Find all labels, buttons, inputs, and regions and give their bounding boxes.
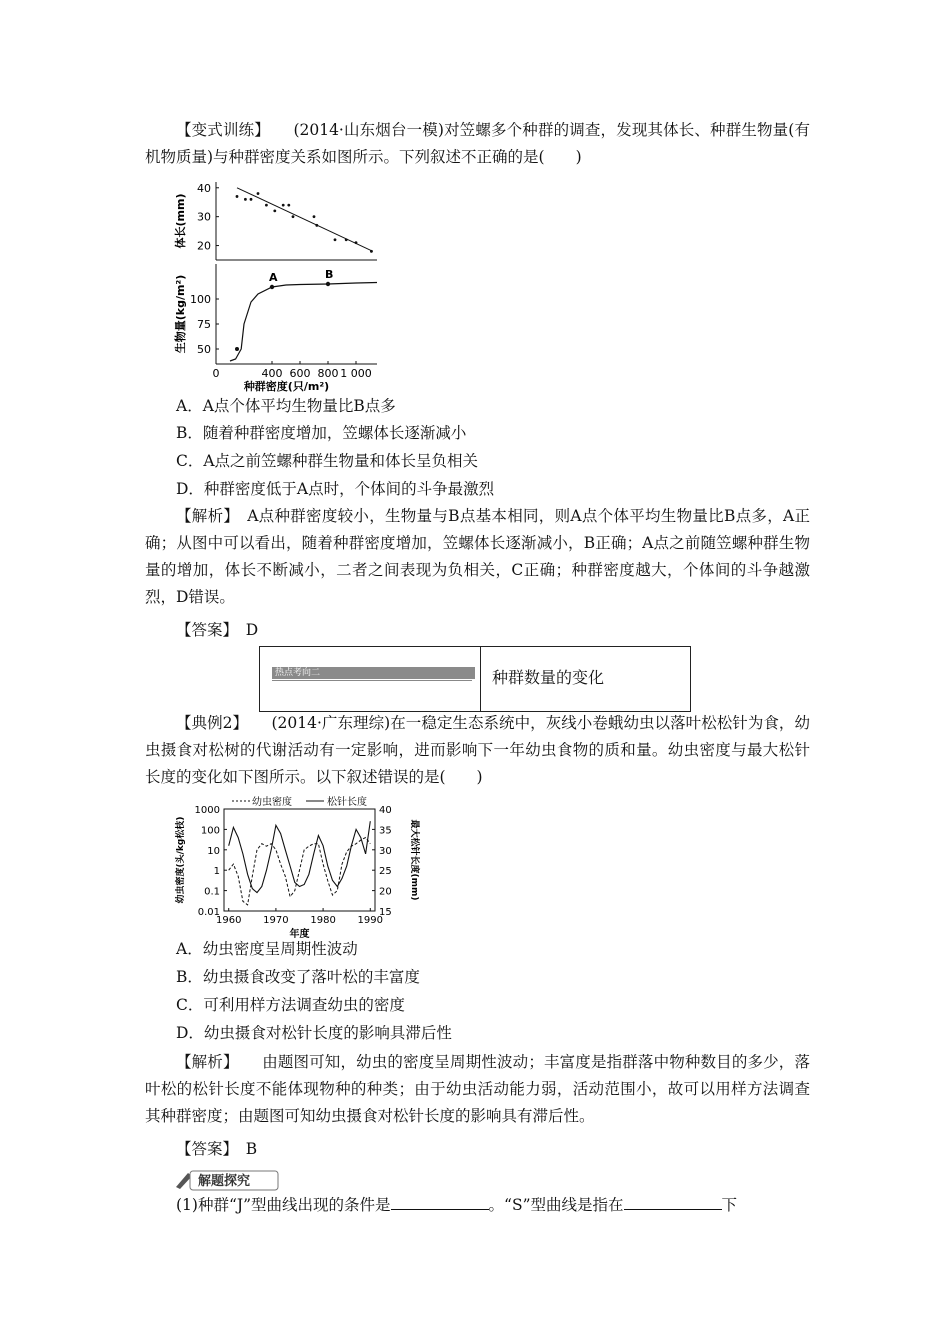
scatter-point xyxy=(265,204,268,207)
chart-larva-needle xyxy=(172,795,422,940)
q1-answer-value: D xyxy=(245,621,259,639)
q1-answer xyxy=(176,618,258,640)
y2-tick-label: 25 xyxy=(379,866,392,878)
scatter-point xyxy=(313,215,316,218)
blank-1[interactable] xyxy=(391,1193,489,1210)
x-tick-label: 1970 xyxy=(263,915,289,926)
q2-analysis-label: 【解析】 xyxy=(176,1053,231,1071)
q2-option-a: A．幼虫密度呈周期性波动 xyxy=(176,940,358,958)
top-y-tick-label: 40 xyxy=(197,181,211,195)
q1-analysis-label: 【解析】 xyxy=(176,507,232,525)
q2-intro xyxy=(145,710,810,791)
scatter-point xyxy=(282,204,285,207)
explore-line-1 xyxy=(176,1193,737,1215)
y-tick-label: 10 xyxy=(207,845,220,857)
q2-intro-label: 【典例2】 xyxy=(176,714,241,732)
y2-tick-label: 15 xyxy=(379,907,392,918)
x-axis-label: 种群密度(只/m²) xyxy=(243,380,330,393)
q1-option-c: C．A点之前笠螺种群生物量和体长呈负相关 xyxy=(176,452,479,470)
bottom-y-tick-label: 75 xyxy=(197,318,211,331)
explore-prefix: (1)种群“J”型曲线出现的条件是 xyxy=(176,1196,391,1214)
y2-tick-label: 30 xyxy=(379,845,392,857)
top-y-tick-label: 20 xyxy=(197,239,211,253)
y-tick-label: 100 xyxy=(200,825,220,837)
x-tick-label: 0 xyxy=(212,367,220,380)
y2-tick-label: 40 xyxy=(379,805,392,816)
y2-tick-label: 35 xyxy=(379,825,392,837)
low-density-point xyxy=(235,347,239,351)
q1-intro-text: (2014·山东烟台一模)对笠螺多个种群的调查，发现其体长、种群生物量(有机物质量)与种群密度关系如图所示。下列叙述不正确的是( ) xyxy=(145,121,810,166)
y-tick-label: 0.01 xyxy=(197,907,220,918)
point-A xyxy=(270,285,274,289)
point-label-B: B xyxy=(325,268,334,281)
x-tick-label: 1980 xyxy=(310,915,336,926)
y-axis-label: 幼虫密度(头/kg松枝) xyxy=(176,816,186,904)
q1-answer-label: 【答案】 xyxy=(176,621,231,639)
top-y-axis-label: 体长(mm) xyxy=(174,193,187,249)
legend-needle-length: 松针长度 xyxy=(327,797,367,808)
q2-intro-text: (2014·广东理综)在一稳定生态系统中，灰线小卷蛾幼虫以落叶松松针为食，幼虫摄食对松树的代谢活动有一定影响，进而影响下一年幼虫食物的质和量。幼虫密度与最大松针长度的变化如下图所示。以下叙述错误的是( ) xyxy=(145,714,810,786)
chart-body-length xyxy=(172,178,382,398)
bottom-y-tick-label: 50 xyxy=(197,343,211,356)
q2-answer-value: B xyxy=(245,1140,258,1158)
q1-option-a: A．A点个体平均生物量比B点多 xyxy=(176,397,396,415)
x-tick-label: 800 xyxy=(317,367,339,380)
topic-tag-underline xyxy=(272,680,472,681)
y-tick-label: 0.1 xyxy=(204,886,220,898)
q1-intro-label: 【变式训练】 xyxy=(176,121,263,139)
point-B xyxy=(326,282,330,286)
explore-logo xyxy=(172,1168,282,1192)
top-y-tick-label: 30 xyxy=(197,210,211,224)
q1-intro xyxy=(145,117,810,171)
x-axis-label: 年度 xyxy=(289,929,310,940)
scatter-point xyxy=(250,198,253,201)
scatter-point xyxy=(334,238,337,241)
q2-answer xyxy=(176,1137,257,1159)
explore-mid: 。“S”型曲线是指在 xyxy=(488,1196,624,1214)
topic-box xyxy=(259,646,691,712)
scatter-point xyxy=(315,224,318,227)
explore-end: 下 xyxy=(721,1196,738,1214)
scatter-point xyxy=(257,192,260,195)
y2-tick-label: 20 xyxy=(379,886,392,898)
scatter-point xyxy=(355,241,358,244)
topic-title: 种群数量的变化 xyxy=(492,668,605,687)
scatter-point xyxy=(287,204,290,207)
biomass-line xyxy=(230,283,377,362)
scatter-point xyxy=(236,195,239,198)
q2-answer-label: 【答案】 xyxy=(176,1140,231,1158)
bottom-y-axis-label: 生物量(kg/m²) xyxy=(174,274,187,354)
y2-axis-label: 最大松针长度(mm) xyxy=(409,819,419,901)
topic-tag: 热点考向二 xyxy=(272,667,475,679)
scatter-point xyxy=(244,198,247,201)
explore-logo-text: 解题探究 xyxy=(198,1174,251,1189)
x-tick-label: 1960 xyxy=(215,915,242,926)
plot-frame xyxy=(224,809,375,911)
x-tick-label: 1 000 xyxy=(340,367,372,380)
scatter-point xyxy=(273,209,276,212)
q2-analysis-text: 由题图可知，幼虫的密度呈周期性波动；丰富度是指群落中物种数目的多少，落叶松的松针长度不能体现物种的种类；由于幼虫活动能力弱，活动范围小，故可以用样方法调查其种群密度；由题图可知幼虫摄食对松针长度的影响具有滞后性。 xyxy=(145,1053,810,1125)
blank-2[interactable] xyxy=(624,1193,722,1210)
y-tick-label: 1000 xyxy=(194,805,220,816)
q2-option-d: D．幼虫摄食对松针长度的影响具滞后性 xyxy=(176,1024,452,1042)
scatter-point xyxy=(345,238,348,241)
y-tick-label: 1 xyxy=(213,866,220,878)
x-tick-label: 1990 xyxy=(357,915,384,926)
point-label-A: A xyxy=(269,271,278,284)
q2-option-c: C．可利用样方法调查幼虫的密度 xyxy=(176,996,405,1014)
scatter-point xyxy=(370,250,373,253)
topic-box-left xyxy=(260,647,481,711)
trend-line xyxy=(237,188,373,252)
needle-length-line xyxy=(229,821,371,892)
legend-larva-density: 幼虫密度 xyxy=(252,797,292,808)
q2-option-b: B．幼虫摄食改变了落叶松的丰富度 xyxy=(176,968,420,986)
larva-density-line xyxy=(229,838,371,905)
q1-option-d: D．种群密度低于A点时，个体间的斗争最激烈 xyxy=(176,480,495,498)
q1-option-b: B．随着种群密度增加，笠螺体长逐渐减小 xyxy=(176,424,467,442)
x-tick-label: 600 xyxy=(289,367,311,380)
q1-analysis xyxy=(145,503,810,611)
x-tick-label: 400 xyxy=(261,367,283,380)
bottom-y-tick-label: 100 xyxy=(190,293,211,306)
scatter-point xyxy=(292,215,295,218)
q2-analysis xyxy=(145,1049,810,1130)
q1-analysis-text: A点种群密度较小，生物量与B点基本相同，则A点个体平均生物量比B点多，A正确；从图中可以看出，随着种群密度增加，笠螺体长逐渐减小，B正确；A点之前随笠螺种群生物量的增加，体长不断减小，二者之间表现为负相关，C正确；种群密度越大，个体间的斗争越激烈，D错误。 xyxy=(145,507,810,606)
